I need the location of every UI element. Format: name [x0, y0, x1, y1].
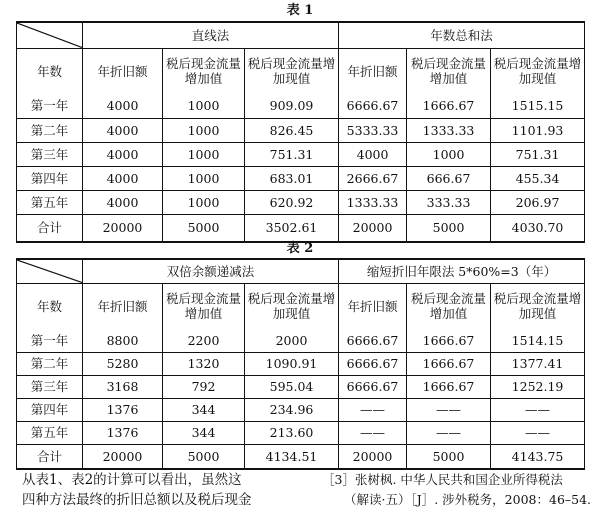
table-cell: 1000 [163, 118, 245, 142]
table-cell: 1000 [163, 166, 245, 190]
table1-header-b3: 税后现金流量增加现值 [491, 48, 585, 94]
table-cell: 1376 [83, 398, 163, 421]
table-row [17, 329, 585, 352]
row-label-cell: 合计 [17, 444, 83, 469]
table-cell: 4000 [83, 142, 163, 166]
table-cell: 213.60 [245, 421, 339, 444]
table-cell: 751.31 [491, 142, 585, 166]
table-cell: 1090.91 [245, 352, 339, 375]
row-label-cell: 第四年 [17, 398, 83, 421]
table-cell: 1666.67 [407, 329, 491, 352]
table-cell: 5280 [83, 352, 163, 375]
table2-header-a2: 税后现金流量增加值 [163, 283, 245, 329]
table-cell: 1000 [163, 94, 245, 118]
table-row [17, 444, 585, 469]
table-cell: 3502.61 [245, 214, 339, 242]
table-cell: 909.09 [245, 94, 339, 118]
table2-header-b2: 税后现金流量增加值 [407, 283, 491, 329]
table-cell: 4134.51 [245, 444, 339, 469]
table-cell: —— [339, 421, 407, 444]
table-cell: —— [407, 421, 491, 444]
table1-header-b2: 税后现金流量增加值 [407, 48, 491, 94]
table-cell: 234.96 [245, 398, 339, 421]
table-cell: 1377.41 [491, 352, 585, 375]
table-row [17, 142, 585, 166]
table-cell: 4000 [83, 190, 163, 214]
body-line: 四种方法最终的折旧总额以及税后现金 [22, 492, 252, 508]
table-row [17, 94, 585, 118]
table1 [16, 21, 585, 243]
row-label-cell: 第四年 [17, 166, 83, 190]
row-label-cell: 第三年 [17, 375, 83, 398]
table-row [17, 375, 585, 398]
table-row [17, 352, 585, 375]
table-cell: 344 [163, 398, 245, 421]
table-cell: 1333.33 [407, 118, 491, 142]
table-cell: 344 [163, 421, 245, 444]
table2-group-a-header: 双倍余额递减法 [83, 259, 339, 283]
table-cell: —— [407, 398, 491, 421]
row-label-cell: 第五年 [17, 190, 83, 214]
table-cell: 455.34 [491, 166, 585, 190]
row-label-cell: 第二年 [17, 118, 83, 142]
row-label-cell: 第一年 [17, 329, 83, 352]
table-cell: 5000 [407, 444, 491, 469]
table-cell: 6666.67 [339, 94, 407, 118]
table-cell: 1000 [407, 142, 491, 166]
table-cell: 3168 [83, 375, 163, 398]
table1-year-header: 年数 [17, 48, 83, 94]
diagonal-line-icon [17, 23, 82, 48]
table-cell: 20000 [83, 214, 163, 242]
table-cell: 5000 [407, 214, 491, 242]
table-cell: 620.92 [245, 190, 339, 214]
table-cell: 792 [163, 375, 245, 398]
table-cell: 1101.93 [491, 118, 585, 142]
table-row [17, 421, 585, 444]
table-cell: 1514.15 [491, 329, 585, 352]
table-cell: 20000 [83, 444, 163, 469]
table1-group-b-header: 年数总和法 [339, 22, 585, 48]
table-cell: 4000 [83, 118, 163, 142]
table-cell: 5000 [163, 214, 245, 242]
table-cell: 1666.67 [407, 94, 491, 118]
table-cell: 5000 [163, 444, 245, 469]
table1-header-a2: 税后现金流量增加值 [163, 48, 245, 94]
table-cell: 4000 [339, 142, 407, 166]
table-cell: 6666.67 [339, 329, 407, 352]
table-cell: 683.01 [245, 166, 339, 190]
row-label-cell: 第二年 [17, 352, 83, 375]
table-row [17, 166, 585, 190]
table-cell: 1252.19 [491, 375, 585, 398]
table-cell: 206.97 [491, 190, 585, 214]
table-cell: 1320 [163, 352, 245, 375]
table-row [17, 214, 585, 242]
table-cell: 4000 [83, 166, 163, 190]
diagonal-line-icon [17, 260, 82, 283]
table2-header-b3: 税后现金流量增加现值 [491, 283, 585, 329]
table-cell: 20000 [339, 214, 407, 242]
table-row [17, 118, 585, 142]
table2-group-b-header: 缩短折旧年限法 5*60%=3（年） [339, 259, 585, 283]
table1-header-b1: 年折旧额 [339, 48, 407, 94]
table-cell: 4000 [83, 94, 163, 118]
table-cell: 20000 [339, 444, 407, 469]
table-cell: 1333.33 [339, 190, 407, 214]
table2-header-a3: 税后现金流量增加现值 [245, 283, 339, 329]
table-cell: —— [339, 398, 407, 421]
table2-header-b1: 年折旧额 [339, 283, 407, 329]
table-cell: 1000 [163, 142, 245, 166]
table2-corner-cell [17, 259, 83, 283]
table-cell: 8800 [83, 329, 163, 352]
table1-corner-cell [17, 22, 83, 48]
table1-caption: 表 1 [286, 3, 314, 18]
row-label-cell: 合计 [17, 214, 83, 242]
table-cell: 6666.67 [339, 352, 407, 375]
table-cell: 751.31 [245, 142, 339, 166]
table-cell: —— [491, 421, 585, 444]
table2-header-a1: 年折旧额 [83, 283, 163, 329]
table-cell: 1515.15 [491, 94, 585, 118]
table2 [16, 258, 585, 470]
table-cell: 1376 [83, 421, 163, 444]
table2-year-header: 年数 [17, 283, 83, 329]
table-cell: —— [491, 398, 585, 421]
table-cell: 2666.67 [339, 166, 407, 190]
row-label-cell: 第五年 [17, 421, 83, 444]
table-cell: 1666.67 [407, 375, 491, 398]
body-paragraph [22, 470, 314, 510]
table-cell: 595.04 [245, 375, 339, 398]
reference-line: （解读·五）［J］. 涉外税务，2008：46–54. [344, 492, 592, 507]
row-label-cell: 第三年 [17, 142, 83, 166]
table-cell: 333.33 [407, 190, 491, 214]
table-cell: 666.67 [407, 166, 491, 190]
table-cell: 2000 [245, 329, 339, 352]
row-label-cell: 第一年 [17, 94, 83, 118]
table-row [17, 398, 585, 421]
table-cell: 4143.75 [491, 444, 585, 469]
table-row [17, 190, 585, 214]
table-cell: 1666.67 [407, 352, 491, 375]
table1-group-a-header: 直线法 [83, 22, 339, 48]
table-cell: 4030.70 [491, 214, 585, 242]
table-cell: 826.45 [245, 118, 339, 142]
reference-entry [322, 470, 592, 510]
body-line: 从表1、表2的计算可以看出，虽然这 [22, 472, 242, 488]
table-cell: 5333.33 [339, 118, 407, 142]
table-cell: 6666.67 [339, 375, 407, 398]
table2-caption: 表 2 [286, 241, 314, 256]
reference-line: ［3］张树枫. 中华人民共和国企业所得税法 [322, 472, 563, 487]
table-cell: 1000 [163, 190, 245, 214]
table1-header-a1: 年折旧额 [83, 48, 163, 94]
table1-header-a3: 税后现金流量增加现值 [245, 48, 339, 94]
table-cell: 2200 [163, 329, 245, 352]
